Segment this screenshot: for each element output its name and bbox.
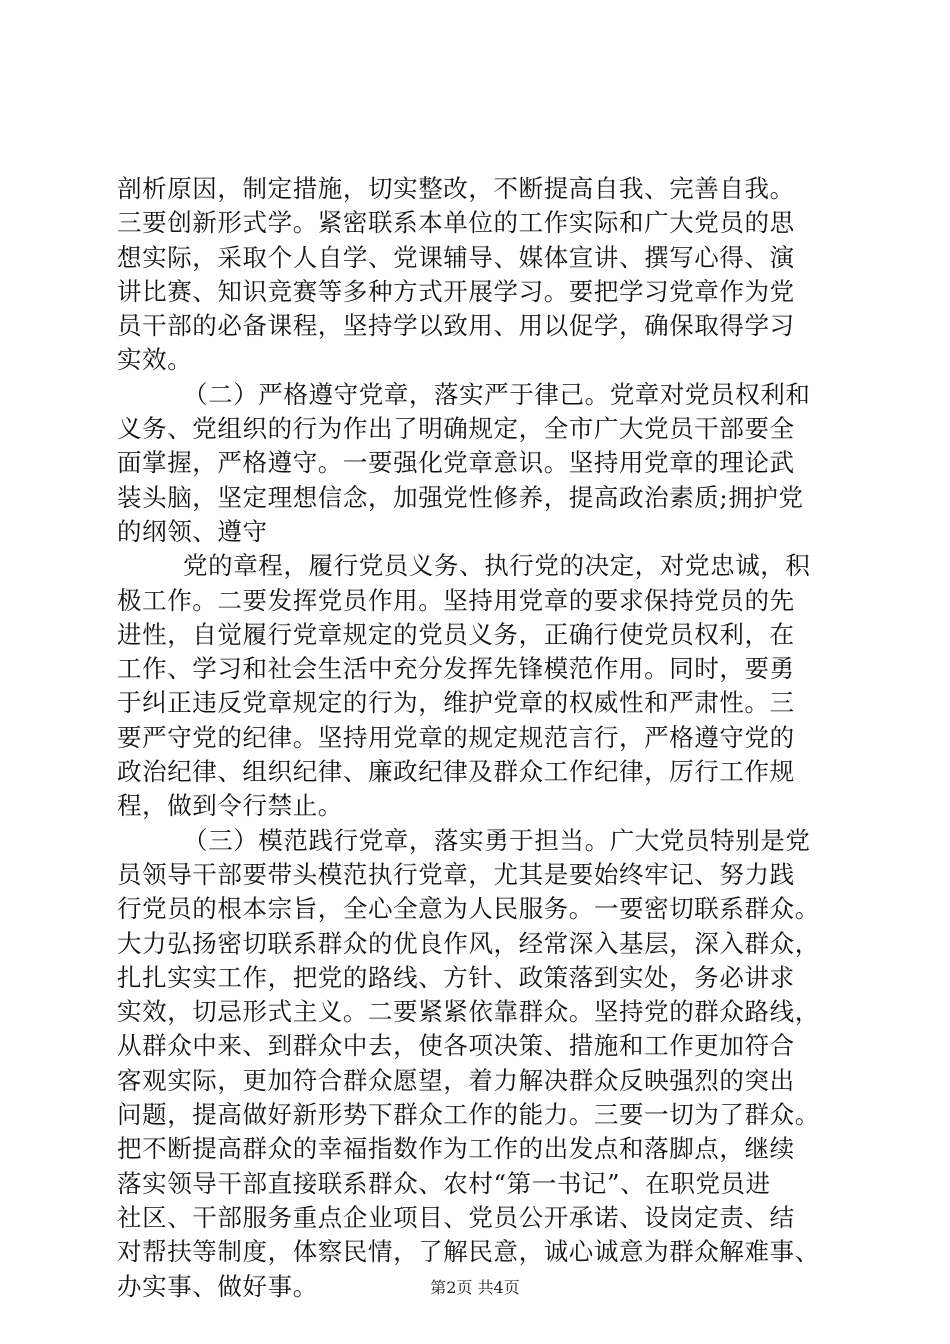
- text-line: 极工作。二要发挥党员作用。坚持用党章的要求保持党员的先: [117, 585, 795, 615]
- text-line: 从群众中来、到群众中去，使各项决策、措施和工作更加符合: [117, 1031, 795, 1061]
- text-line: 扎扎实实工作，把党的路线、方针、政策落到实处，务必讲求: [117, 962, 795, 992]
- text-line: 政治纪律、组织纪律、廉政纪律及群众工作纪律，厉行工作规: [117, 757, 795, 787]
- text-line: 办实事、做好事。: [117, 1271, 318, 1301]
- text-line: 的纲领、遵守: [117, 516, 268, 546]
- text-line: 面掌握，严格遵守。一要强化党章意识。坚持用党章的理论武: [117, 448, 795, 478]
- document-body: [117, 172, 847, 1304]
- text-line: 义务、党组织的行为作出了明确规定，全市广大党员干部要全: [117, 414, 795, 444]
- text-line: 实效，切忌形式主义。二要紧紧依靠群众。坚持党的群众路线，: [117, 997, 820, 1027]
- text-line: 落实领导干部直接联系群众、农村“第一书记”、在职党员进: [117, 1168, 771, 1198]
- text-line: 讲比赛、知识竞赛等多种方式开展学习。要把学习党章作为党: [117, 276, 795, 306]
- text-line: 装头脑，坚定理想信念，加强党性修养，提高政治素质;拥护党: [117, 482, 804, 512]
- text-line: 于纠正违反党章规定的行为，维护党章的权威性和严肃性。三: [117, 688, 795, 718]
- text-line: 把不断提高群众的幸福指数作为工作的出发点和落脚点，继续: [117, 1134, 795, 1164]
- page-footer: 第2页 共4页: [430, 1278, 520, 1297]
- text-line: 问题，提高做好新形势下群众工作的能力。三要一切为了群众。: [117, 1100, 820, 1130]
- text-line: 实效。: [117, 345, 193, 375]
- text-line: 进性，自觉履行党章规定的党员义务，正确行使党员权利，在: [117, 619, 795, 649]
- text-line: 要严守党的纪律。坚持用党章的规定规范言行，严格遵守党的: [117, 722, 795, 752]
- text-line: 对帮扶等制度，体察民情，了解民意，诚心诚意为群众解难事、: [117, 1237, 820, 1267]
- text-line: 大力弘扬密切联系群众的优良作风，经常深入基层，深入群众，: [117, 928, 820, 958]
- paragraph-first-line: （三）模范践行党章，落实勇于担当。广大党员特别是党: [183, 825, 811, 855]
- text-line: 社区、干部服务重点企业项目、党员公开承诺、设岗定责、结: [117, 1202, 795, 1232]
- paragraph-first-line: （二）严格遵守党章，落实严于律己。党章对党员权利和: [183, 379, 811, 409]
- text-line: 想实际，采取个人自学、党课辅导、媒体宣讲、撰写心得、演: [117, 242, 795, 272]
- paragraph-first-line: 党的章程，履行党员义务、执行党的决定，对党忠诚，积: [183, 551, 811, 581]
- text-line: 工作、学习和社会生活中充分发挥先锋模范作用。同时，要勇: [117, 654, 795, 684]
- text-line: 程，做到令行禁止。: [117, 791, 343, 821]
- text-line: 客观实际，更加符合群众愿望，着力解决群众反映强烈的突出: [117, 1065, 795, 1095]
- text-line: 剖析原因，制定措施，切实整改，不断提高自我、完善自我。: [117, 174, 795, 203]
- text-line: 三要创新形式学。紧密联系本单位的工作实际和广大党员的思: [117, 208, 795, 238]
- text-line: 员领导干部要带头模范执行党章，尤其是要始终牢记、努力践: [117, 859, 795, 889]
- text-line: 行党员的根本宗旨，全心全意为人民服务。一要密切联系群众。: [117, 894, 820, 924]
- text-line: 员干部的必备课程，坚持学以致用、用以促学，确保取得学习: [117, 311, 795, 341]
